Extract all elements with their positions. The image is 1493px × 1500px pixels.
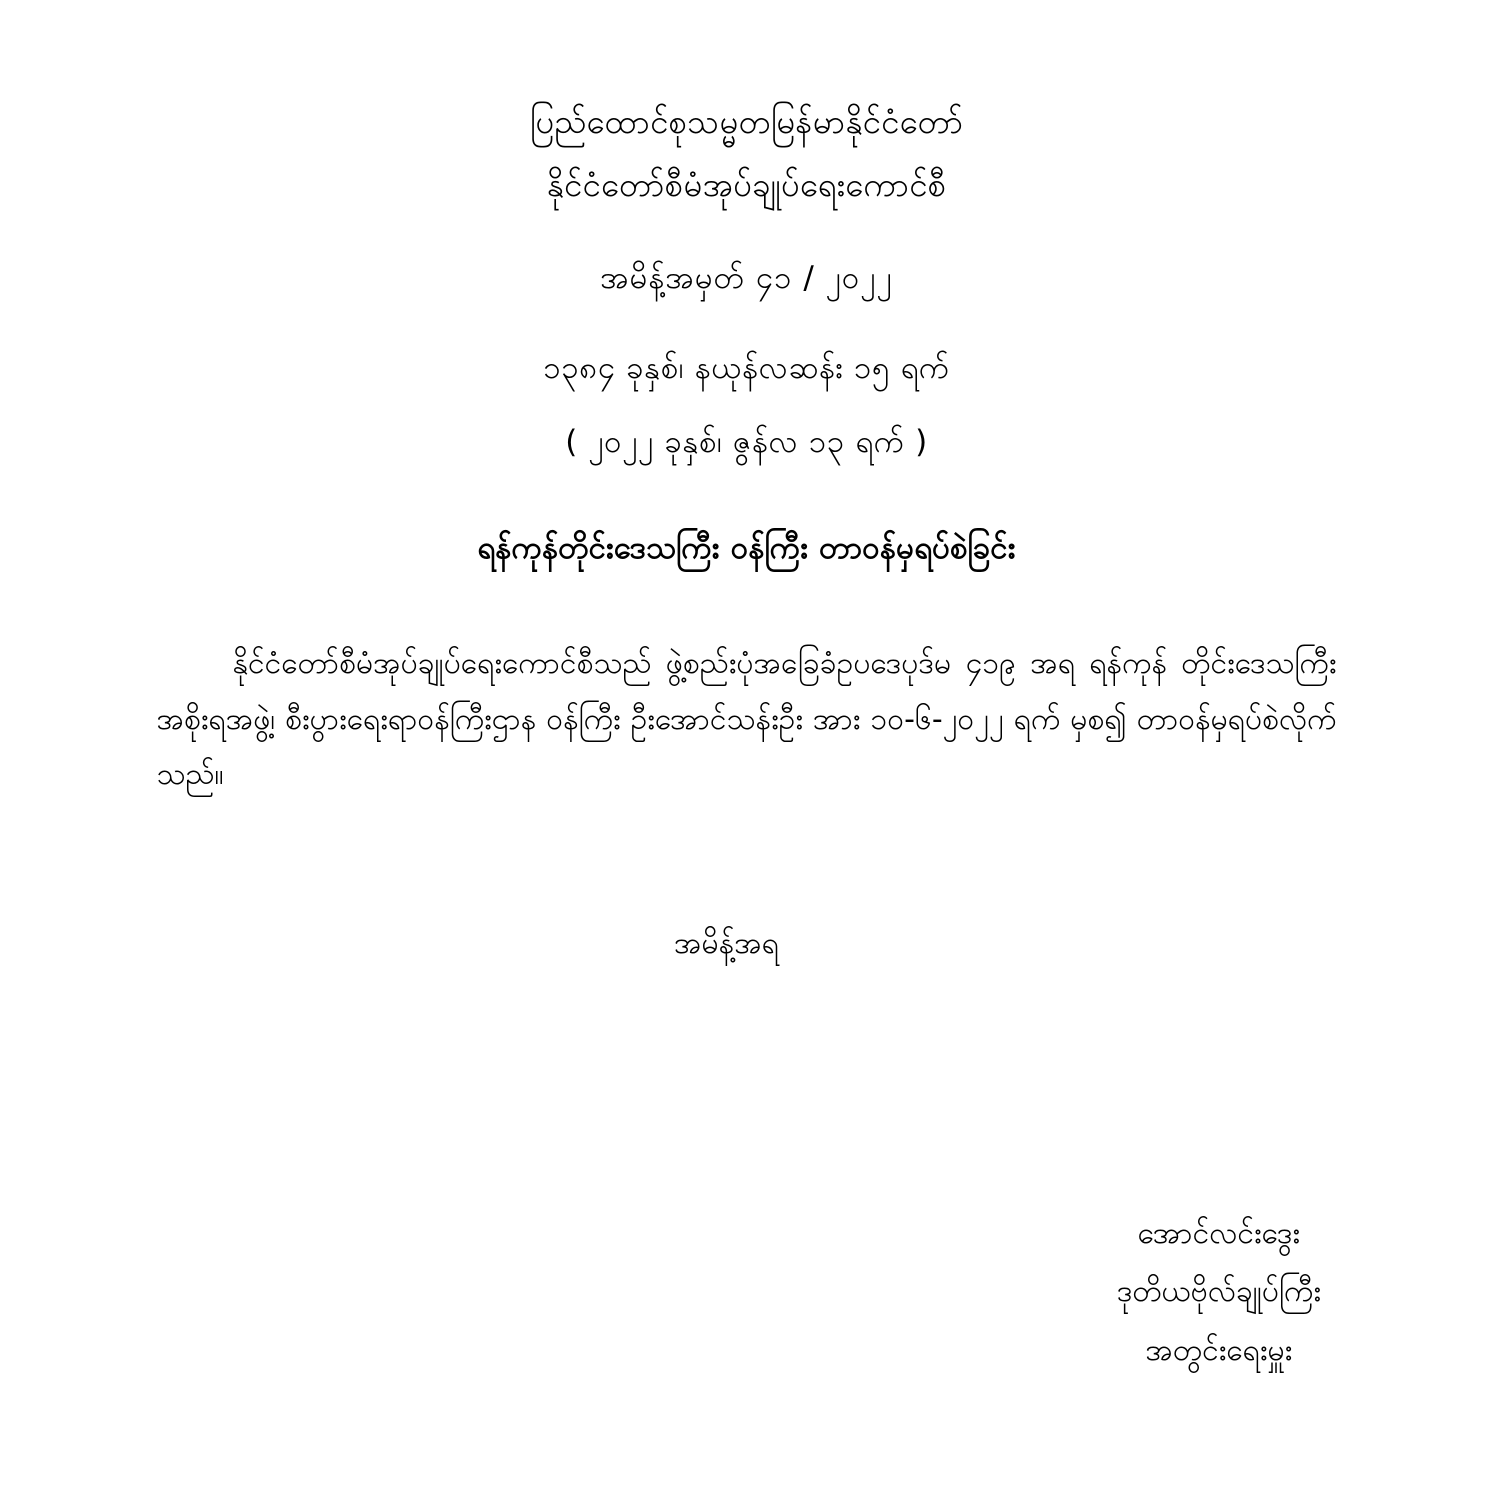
- signatory-name: အောင်လင်းဒွေး: [1137, 1215, 1301, 1251]
- organization-name-line-1: ပြည်ထောင်စုသမ္မတမြန်မာနိုင်ငံတော်: [529, 102, 964, 141]
- date-gregorian: ( ၂၀၂၂ ခုနှစ်၊ ဇွန်လ ၁၃ ရက် ): [565, 424, 928, 461]
- body-paragraph: နိုင်ငံတော်စီမံအုပ်ချုပ်ရေးကောင်စီသည် ဖွဲ့စည်းပုံအခြေခံဥပဒေပုဒ်မ ၄၁၉ အရ ရန်ကုန် တိုင်းဒေသကြီးအစိုးရအဖွဲ့၊ စီးပွားရေးရာဝန်ကြီးဌာန ဝန်ကြီး ဦးအောင်သန်းဦး အား ၁၀-၆-၂၀၂၂ ရက် မှစ၍ တာဝန်မှရပ်စဲလိုက်သည်။: [156, 646, 1337, 793]
- signatory-rank: ဒုတိယဗိုလ်ချုပ်ကြီး: [1116, 1274, 1321, 1309]
- order-number: အမိန့်အမှတ် ၄၁ / ၂၀၂၂: [600, 260, 893, 297]
- date-myanmar-era: ၁၃၈၄ ခုနှစ်၊ နယုန်လဆန်း ၁၅ ရက်: [543, 350, 950, 387]
- organization-name-line-2: နိုင်ငံတော်စီမံအုပ်ချုပ်ရေးကောင်စီ: [546, 165, 947, 205]
- document-header: [0, 0, 1493, 468]
- signature-block: [1117, 1205, 1321, 1381]
- document-subject: ရန်ကုန်တိုင်းဒေသကြီး ဝန်ကြီး တာဝန်မှရပ်စဲခြင်း: [477, 530, 1016, 567]
- by-order-label: အမိန့်အရ: [674, 925, 779, 961]
- signatory-title: အတွင်းရေးမှူး: [1145, 1332, 1293, 1368]
- document-body: [157, 636, 1337, 803]
